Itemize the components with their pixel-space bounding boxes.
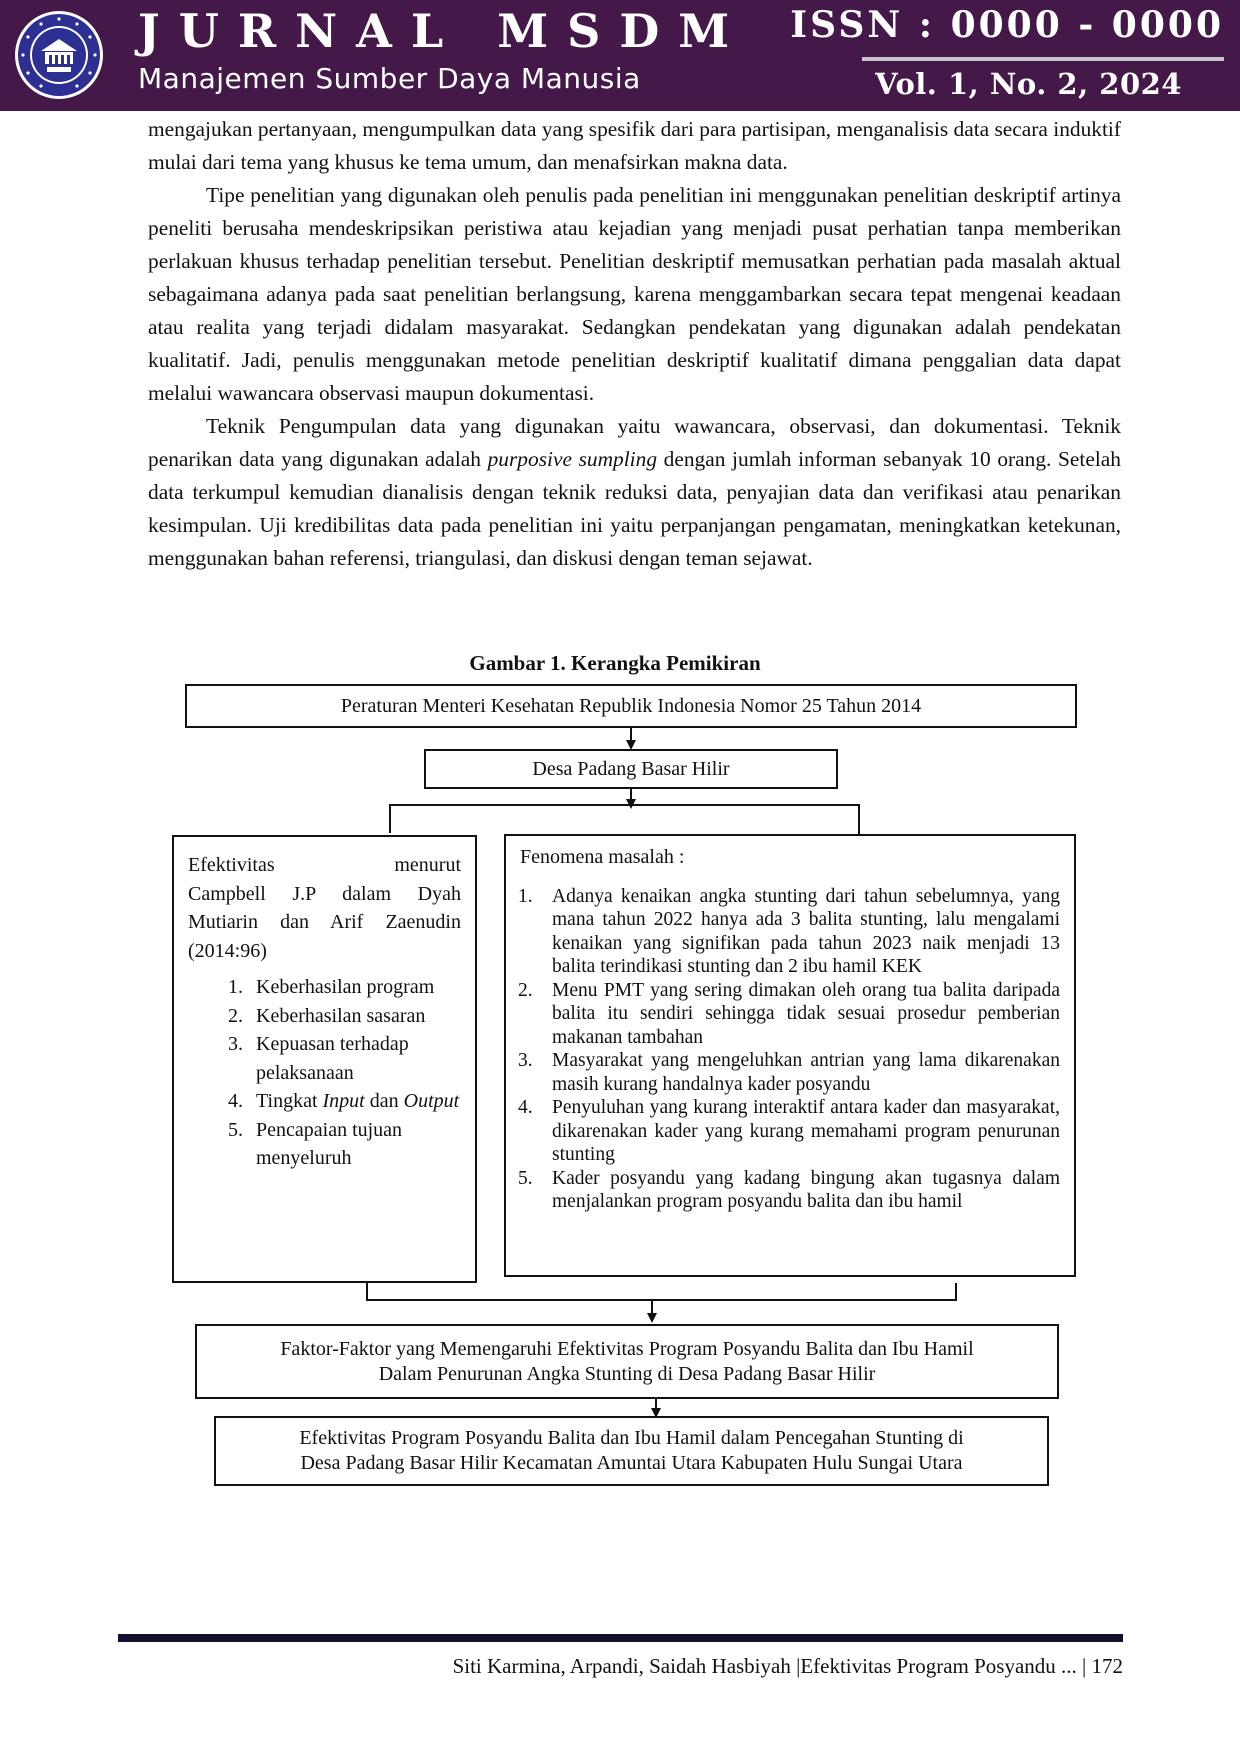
list-item: 5. Kader posyandu yang kadang bingung akan tugasnya dalam menjalankan program posyandu balita dan ibu hamil [518, 1167, 1060, 1212]
effectiveness-theory-intro [188, 851, 461, 965]
intro-line-1: Efektivitas menurut [188, 854, 461, 876]
running-footer [453, 1654, 1123, 1679]
article-body [148, 113, 1121, 575]
list-item: 4. Penyuluhan yang kurang interaktif antara kader dan masyarakat, dikarenakan kader yang kurang memahami program penurunan stunting [518, 1097, 1060, 1165]
intro-line-2: Campbell J.P dalam Dyah [188, 882, 461, 905]
figure-caption: Gambar 1. Kerangka Pemikiran [469, 651, 761, 675]
location-text: Desa Padang Basar Hilir [532, 757, 730, 780]
branch-bracket [390, 805, 859, 834]
problem-phenomena-list [518, 885, 1060, 1214]
list-item: 3. Kepuasan terhadap pelaksanaan [228, 1033, 409, 1084]
outcome-line-1: Efektivitas Program Posyandu Balita dan Ibu Hamil dalam Pencegahan Stunting di [299, 1427, 964, 1449]
list-item: 3. Masyarakat yang mengeluhkan antrian yang lama dikarenakan masih kurang handalnya kader posyandu [518, 1050, 1060, 1095]
body-paragraph-2: Tipe penelitian yang digunakan oleh penulis pada penelitian ini menggunakan penelitian deskriptif artinya peneliti berusaha mendeskripsikan peristiwa atau kejadian yang menjadi pusat perhatian tanpa memberikan perlakuan khusus terhadap penelitian tersebut. Penelitian deskriptif memusatkan perhatian pada masalah aktual sebagaimana adanya pada saat penelitian berlangsung, karena menggambarkan secara tepat mengenai keadaan atau realita yang terjadi didalam masyarakat. Sedangkan pendekatan yang digunakan adalah pendekatan kualitatif. Jadi, penulis menggunakan metode penelitian deskriptif kualitatif dimana penggalian data dapat melalui wawancara observasi maupun dokumentasi. [148, 183, 1121, 405]
issn-number: ISSN : 0000 - 0000 [790, 4, 1224, 46]
effectiveness-theory-box [172, 835, 477, 1283]
header-divider [862, 57, 1224, 61]
factors-line-2: Dalam Penurunan Angka Stunting di Desa Padang Basar Hilir [378, 1362, 876, 1385]
problem-phenomena-box [504, 834, 1076, 1277]
effectiveness-indicators-list [228, 973, 461, 1173]
list-item: 1. Keberhasilan program [228, 976, 435, 998]
outcome-box [214, 1416, 1049, 1486]
list-item: 5. Pencapaian tujuan menyeluruh [228, 1118, 403, 1169]
intro-line-3: Mutiarin dan Arif Zaenudin [188, 911, 461, 933]
problem-phenomena-title: Fenomena masalah : [520, 846, 685, 868]
journal-title: JURNAL MSDM [138, 4, 749, 58]
university-seal-icon [14, 10, 104, 100]
footer-short-title: Efektivitas Program Posyandu ... [800, 1654, 1077, 1678]
sampling-term: purposive sumpling [487, 447, 658, 471]
body-paragraph-3-part2: dengan jumlah informan sebanyak 10 orang. Setelah data terkumpul kemudian dianalisis dengan teknik reduksi data, penyajian data dan verifikasi atau penarikan kesimpulan. Uji kredibilitas data pada penelitian ini yaitu perpanjangan pengamatan, meningkatkan ketekunan, menggunakan bahan referensi, triangulasi, dan diskusi dengan teman sejawat. [148, 447, 1121, 570]
location-box [424, 749, 838, 789]
journal-header [0, 0, 1240, 111]
list-item: 1. Adanya kenaikan angka stunting dari tahun sebelumnya, yang mana tahun 2022 hanya ada 3 balita stunting, lalu mengalami kenaikan yang signifikan pada tahun 2023 naik menjadi 13 balita terindikasi stunting dan 2 ibu hamil KEK [518, 885, 1060, 977]
body-paragraph-3 [148, 410, 1121, 575]
volume-issue: Vol. 1, No. 2, 2024 [875, 67, 1182, 101]
footer-separator-2: | [1082, 1654, 1087, 1678]
footer-separator-1: | [796, 1654, 801, 1678]
footer-divider [118, 1634, 1123, 1642]
body-paragraph-1: mengajukan pertanyaan, mengumpulkan data yang spesifik dari para partisipan, menganalisis data secara induktif mulai dari tema yang khusus ke tema umum, dan menafsirkan makna data. [148, 117, 1121, 174]
list-item: 2. Menu PMT yang sering dimakan oleh orang tua balita daripada balita itu sendiri sehingga tidak sesuai prosedur pemberian makanan tambahan [518, 979, 1060, 1048]
merge-bracket [367, 1283, 956, 1300]
list-item: 4. Tingkat Input dan Output [228, 1090, 460, 1112]
regulation-text: Peraturan Menteri Kesehatan Republik Indonesia Nomor 25 Tahun 2014 [340, 694, 922, 717]
body-paragraph-3-part1: Teknik Pengumpulan data yang digunakan yaitu wawancara, observasi, dan dokumentasi. Teknik penarikan data yang digunakan adalah [148, 414, 1121, 471]
regulation-box [185, 684, 1077, 728]
list-item: 2. Keberhasilan sasaran [228, 1004, 426, 1027]
footer-authors: Siti Karmina, Arpandi, Saidah Hasbiyah [452, 1654, 791, 1678]
outcome-line-2: Desa Padang Basar Hilir Kecamatan Amuntai Utara Kabupaten Hulu Sungai Utara [300, 1452, 963, 1474]
page-number: 172 [1091, 1654, 1123, 1678]
journal-subtitle: Manajemen Sumber Daya Manusia [138, 62, 641, 95]
factors-line-1: Faktor-Faktor yang Memengaruhi Efektivitas Program Posyandu Balita dan Ibu Hamil [280, 1337, 974, 1360]
factors-box [195, 1324, 1059, 1399]
intro-line-4: (2014:96) [188, 939, 267, 962]
